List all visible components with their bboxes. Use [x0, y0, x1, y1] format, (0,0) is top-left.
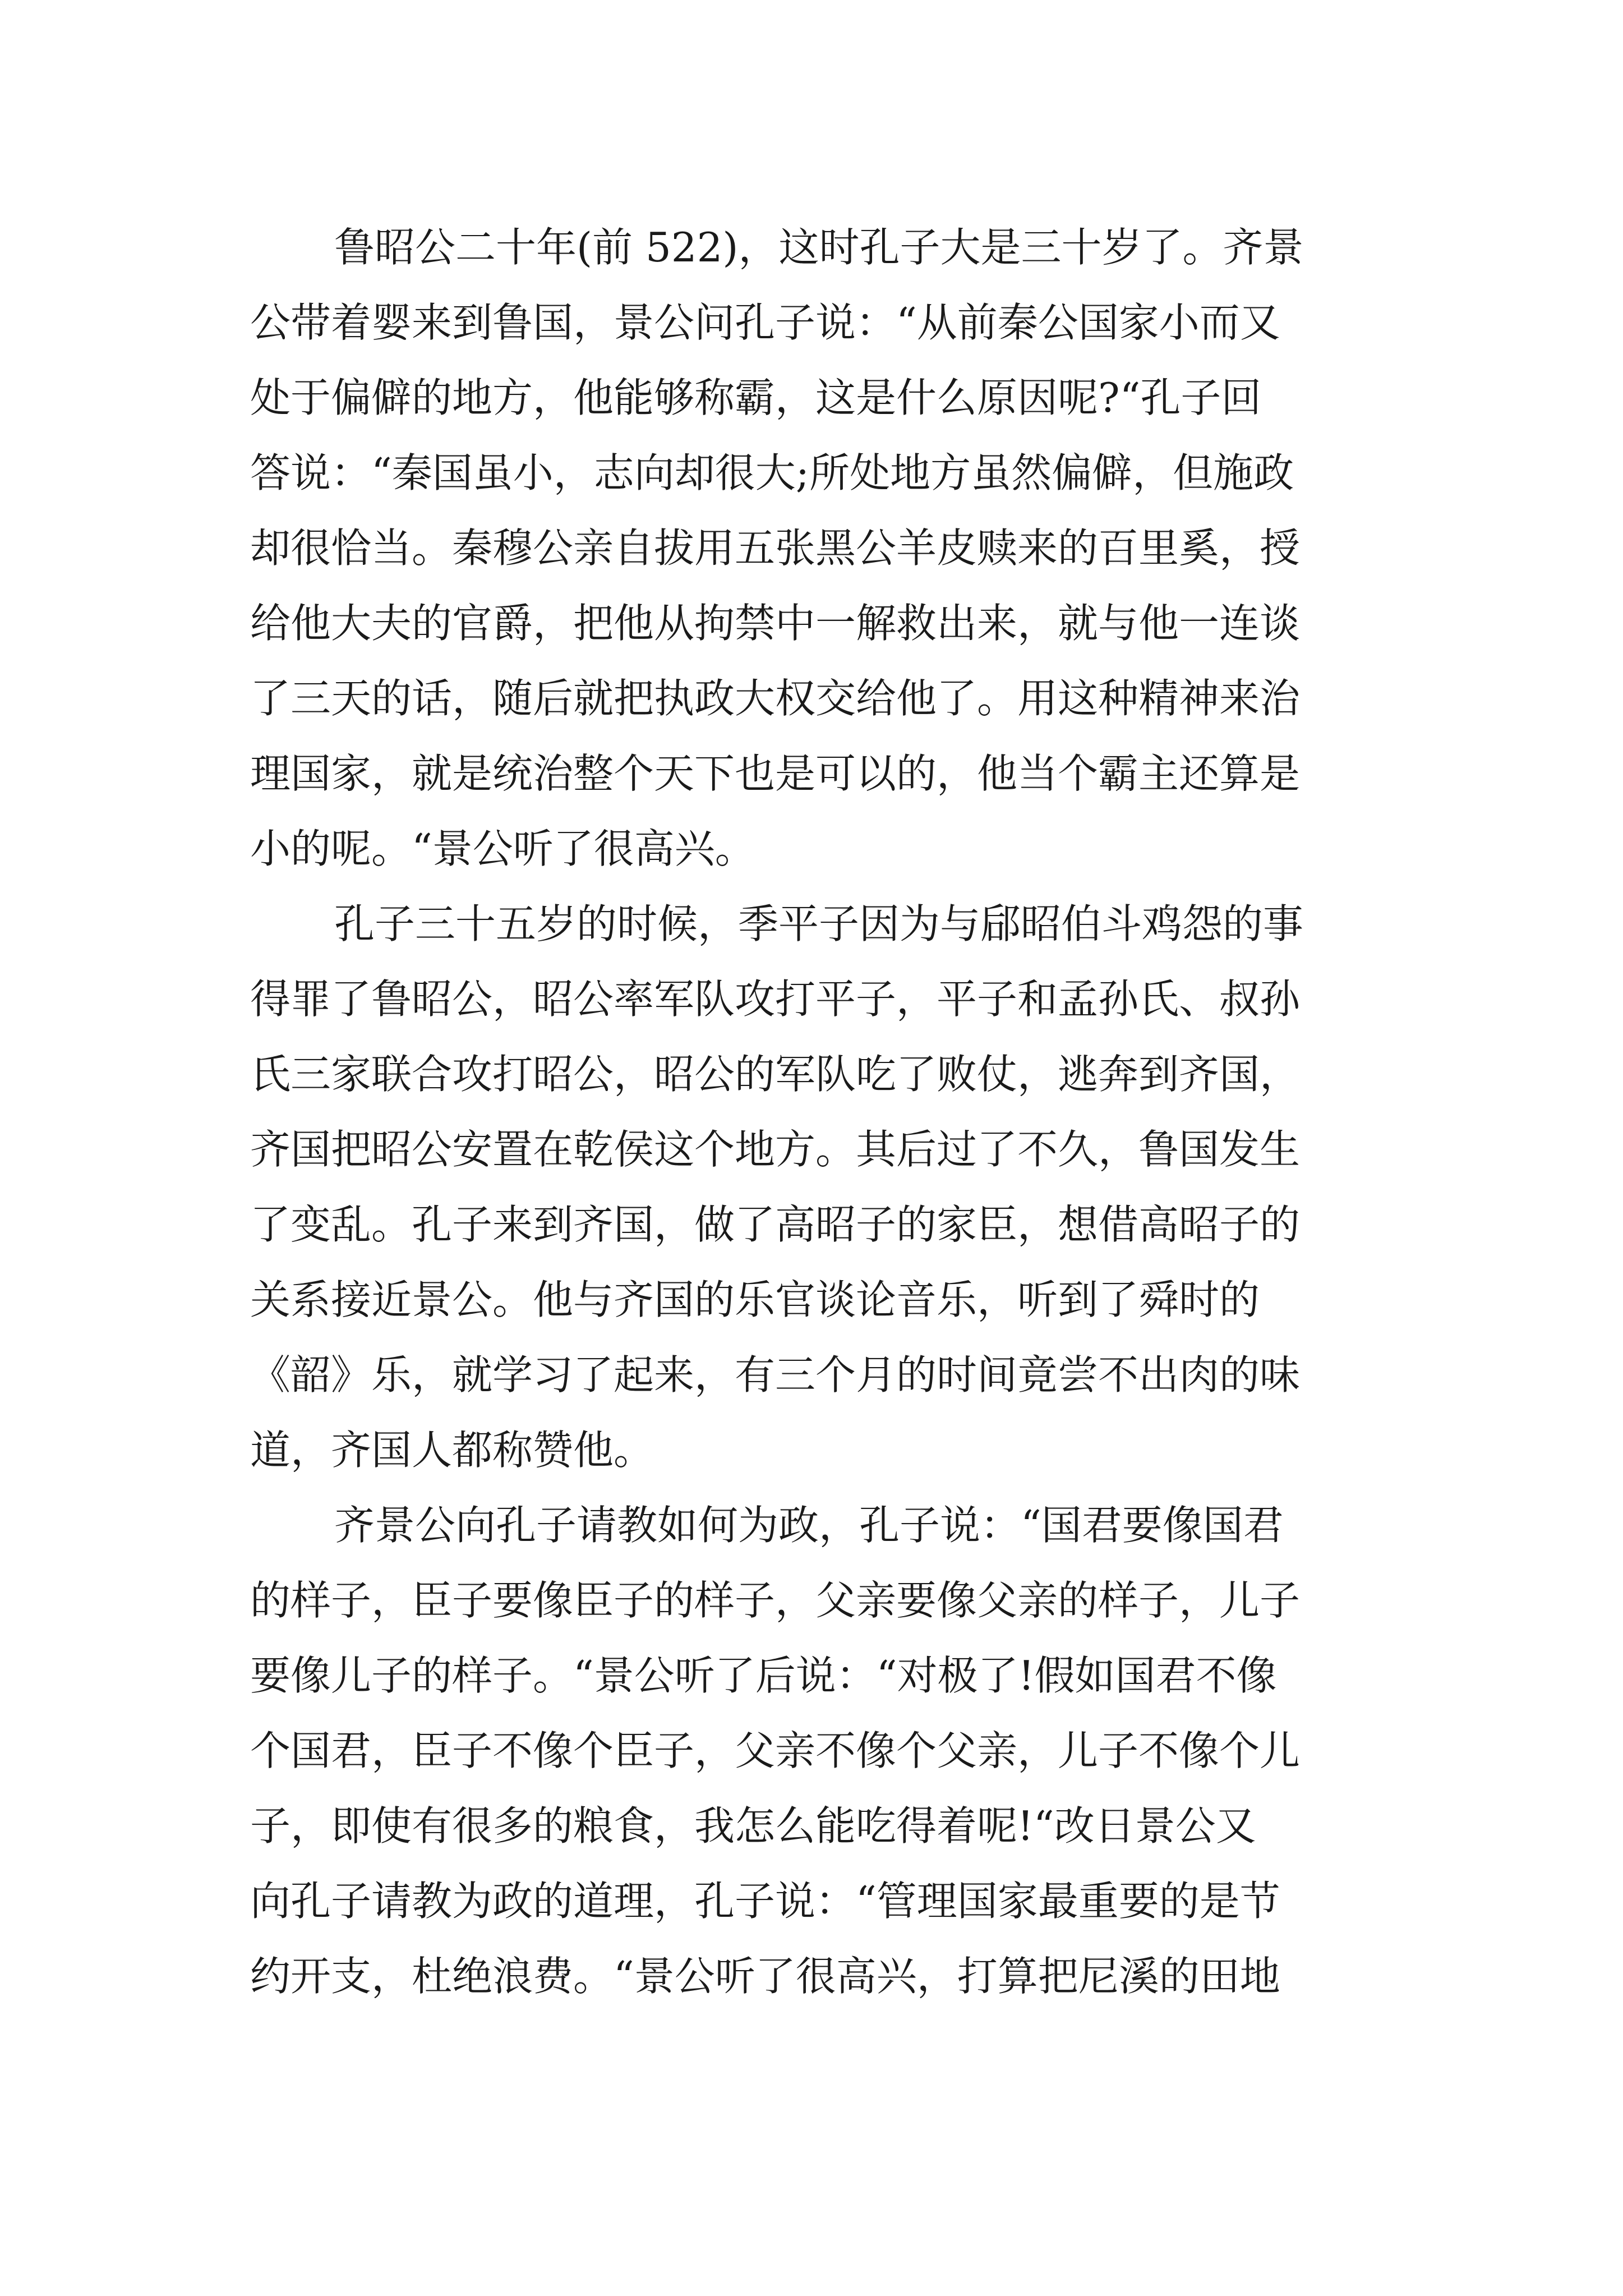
text-line: 公带着婴来到鲁国，景公问孔子说：“从前秦公国家小而又 [250, 299, 1280, 346]
text-line: 氏三家联合攻打昭公，昭公的军队吃了败仗，逃奔到齐国， [250, 1051, 1301, 1098]
text-line: 齐国把昭公安置在乾侯这个地方。其后过了不久，鲁国发生 [250, 1126, 1301, 1173]
text-line: 得罪了鲁昭公，昭公率军队攻打平子，平子和孟孙氏、叔孙 [250, 976, 1301, 1023]
text-line: 了变乱。孔子来到齐国，做了高昭子的家臣，想借高昭子的 [250, 1201, 1301, 1248]
text-line: 鲁昭公二十年(前 522)，这时孔子大是三十岁了。齐景 [334, 224, 1304, 271]
text-line: 却很恰当。秦穆公亲自拔用五张黑公羊皮赎来的百里奚，授 [250, 524, 1301, 572]
text-line: 给他大夫的官爵，把他从拘禁中一解救出来，就与他一连谈 [250, 600, 1301, 647]
text-line: 约开支，杜绝浪费。“景公听了很高兴，打算把尼溪的田地 [250, 1953, 1280, 2000]
text-line: 《韶》乐，就学习了起来，有三个月的时间竟尝不出肉的味 [250, 1351, 1301, 1398]
text-line: 向孔子请教为政的道理，孔子说：“管理国家最重要的是节 [250, 1878, 1280, 1925]
text-line: 孔子三十五岁的时候，季平子因为与郈昭伯斗鸡怨的事 [334, 900, 1304, 947]
paragraph-3 [250, 1488, 1383, 2014]
document-body [250, 210, 1383, 2014]
text-line: 小的呢。“景公听了很高兴。 [250, 825, 755, 872]
text-line: 了三天的话，随后就把执政大权交给他了。用这种精神来治 [250, 675, 1301, 722]
text-line: 关系接近景公。他与齐国的乐官谈论音乐，听到了舜时的 [250, 1276, 1260, 1323]
text-line: 答说：“秦国虽小，志向却很大;所处地方虽然偏僻，但施政 [250, 449, 1294, 496]
text-line: 齐景公向孔子请教如何为政，孔子说：“国君要像国君 [334, 1502, 1284, 1549]
text-line: 的样子，臣子要像臣子的样子，父亲要像父亲的样子，儿子 [250, 1577, 1301, 1624]
text-line: 子，即使有很多的粮食，我怎么能吃得着呢!“改日景公又 [250, 1802, 1256, 1849]
paragraph-2 [250, 886, 1383, 1488]
text-line: 理国家，就是统治整个天下也是可以的，他当个霸主还算是 [250, 750, 1301, 797]
text-line: 处于偏僻的地方，他能够称霸，这是什么原因呢?“孔子回 [250, 374, 1262, 421]
paragraph-1 [250, 210, 1383, 886]
text-line: 要像儿子的样子。“景公听了后说：“对极了!假如国君不像 [250, 1652, 1277, 1699]
text-line: 道，齐国人都称赞他。 [250, 1427, 654, 1474]
text-line: 个国君，臣子不像个臣子，父亲不像个父亲，儿子不像个儿 [250, 1727, 1301, 1774]
